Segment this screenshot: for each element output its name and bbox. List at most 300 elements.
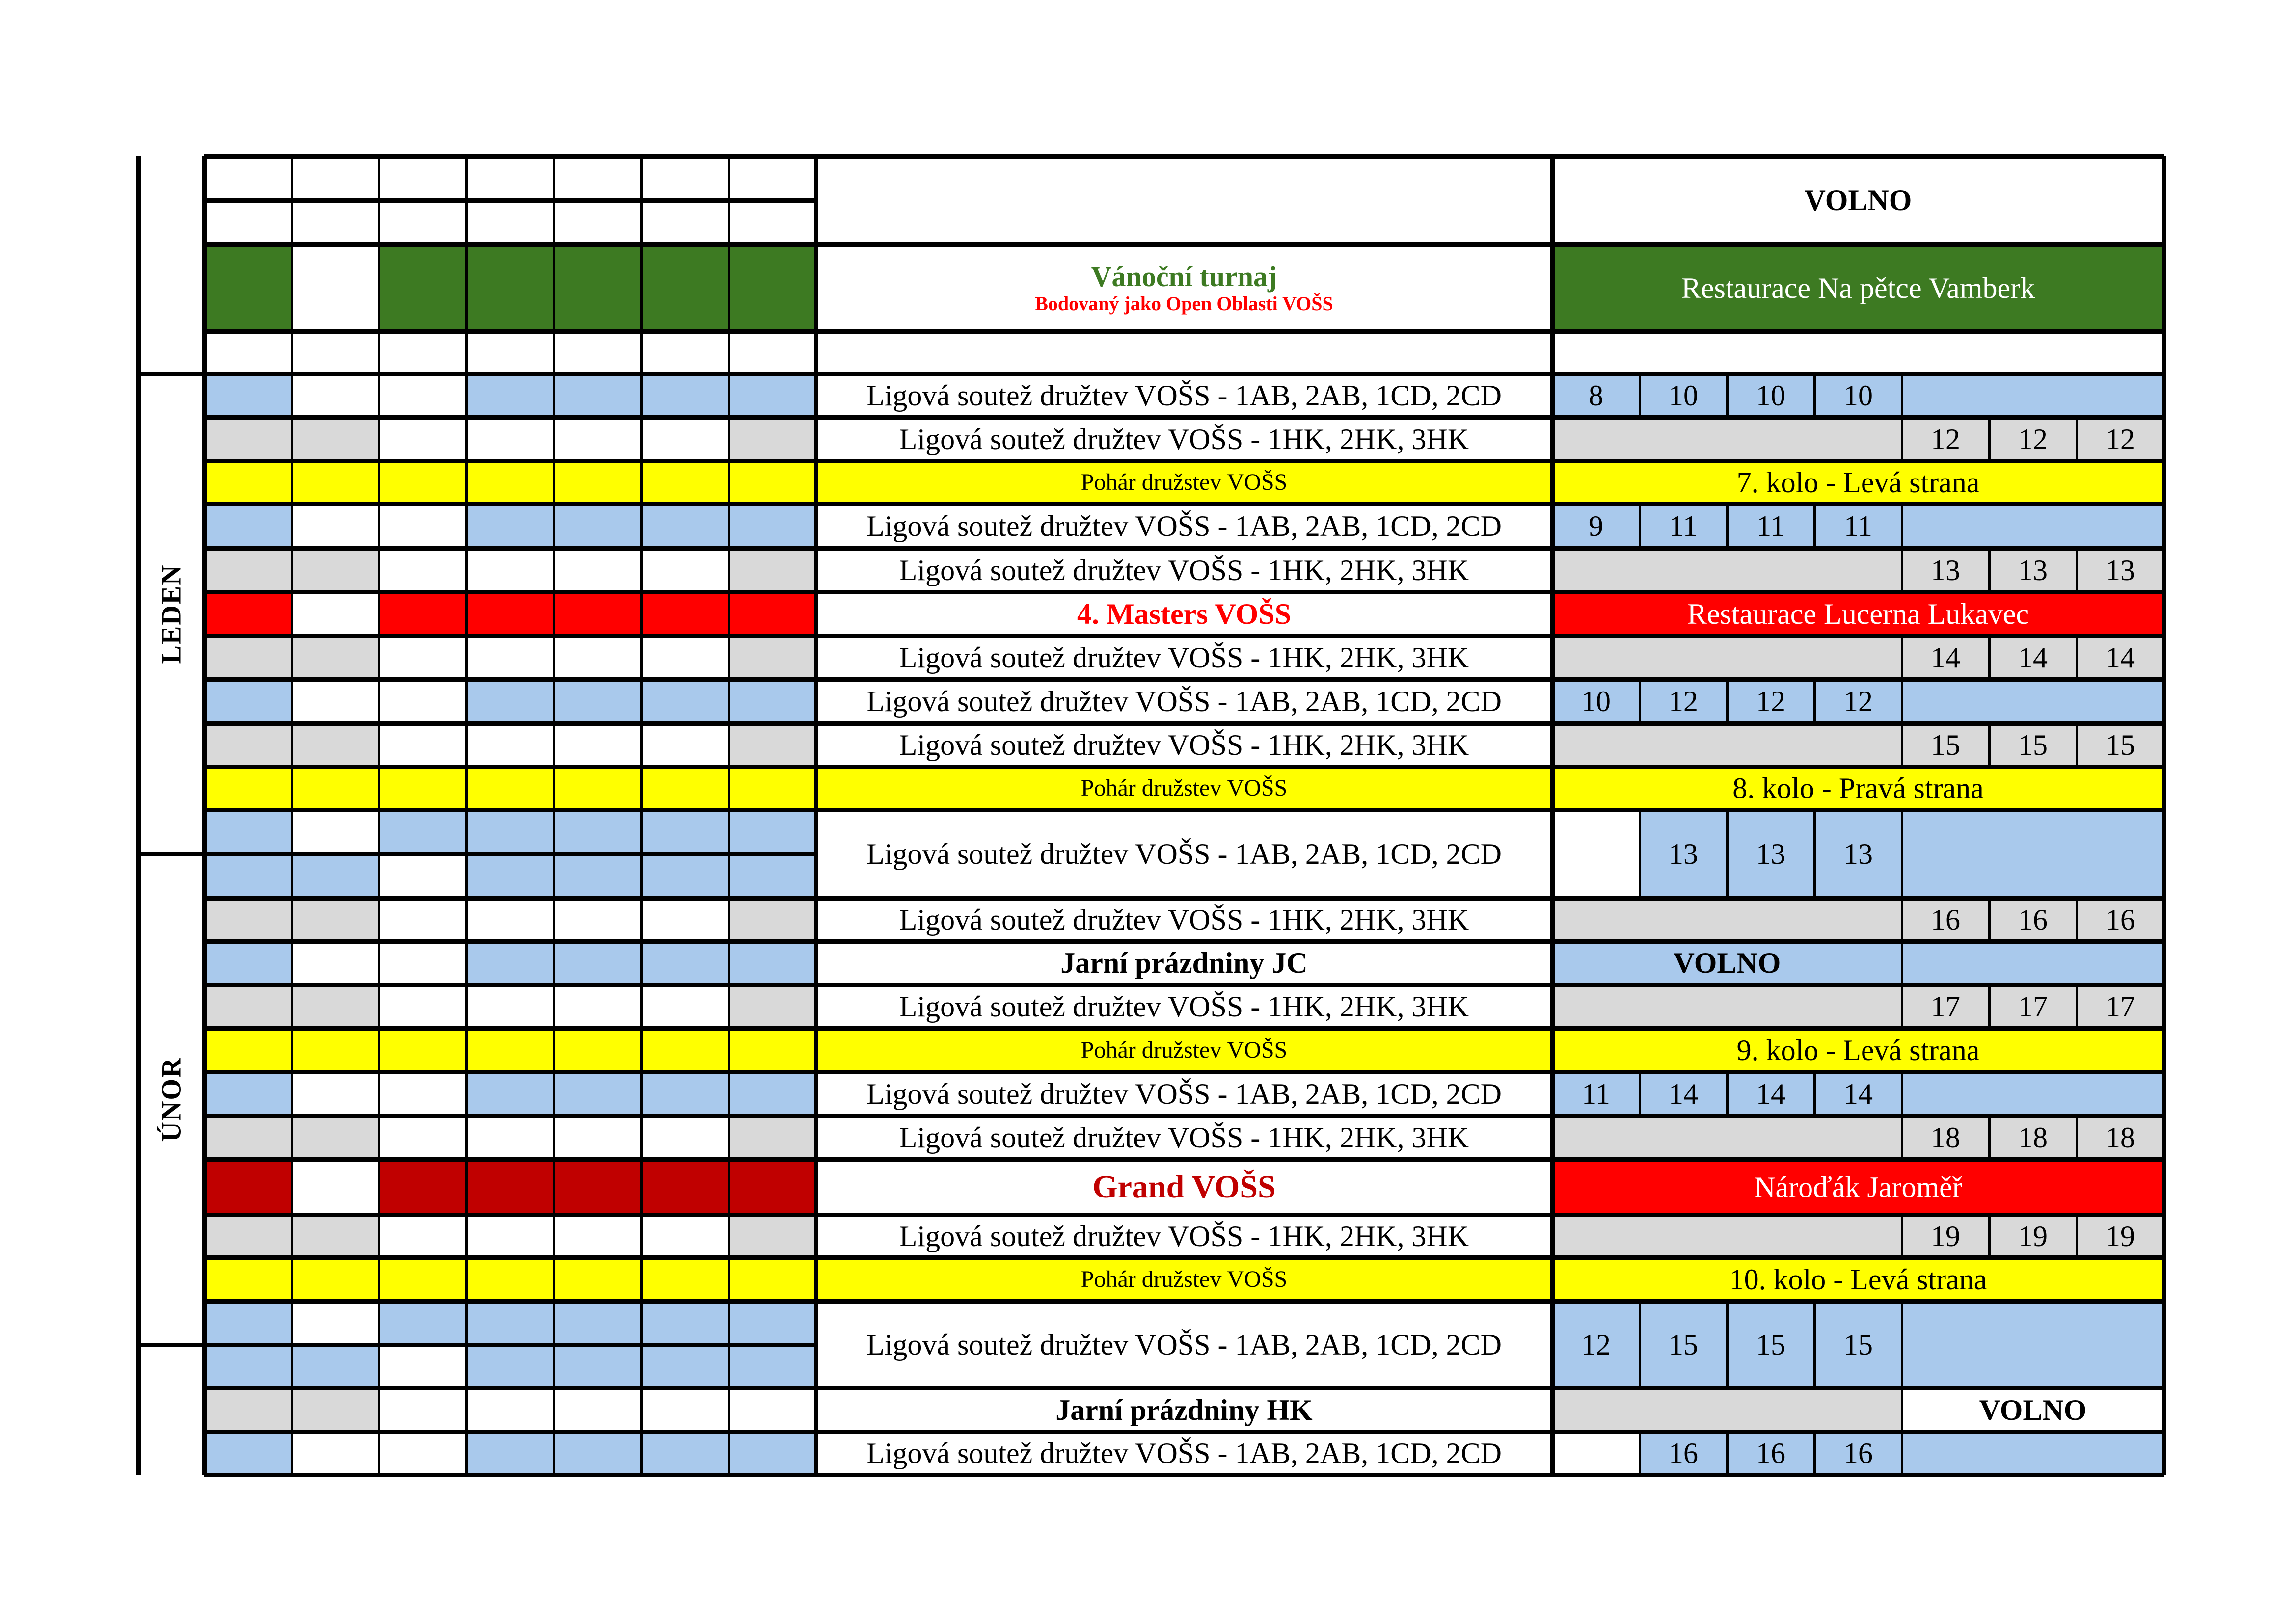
event-cell: Ligová soutež družtev VOŠS - 1AB, 2AB, 1CD, 2CD	[816, 374, 1552, 417]
day-cell	[379, 1257, 466, 1301]
round-hk-empty	[1902, 504, 2164, 548]
day-cell	[641, 1257, 729, 1301]
round-ab-empty	[1552, 898, 1902, 941]
grid-line	[378, 1388, 380, 1432]
grid-line	[291, 417, 293, 461]
grid-line	[728, 200, 730, 244]
day-cell	[292, 984, 379, 1028]
day-cell	[641, 1159, 729, 1215]
day-cell	[204, 1345, 292, 1388]
grid-line	[1813, 1072, 1816, 1116]
grid-line	[378, 1072, 380, 1116]
day-cell	[292, 1301, 379, 1345]
grid-line	[291, 461, 293, 504]
day-cell	[554, 679, 641, 723]
round-ab-cell: 13	[1640, 810, 1727, 898]
grid-line	[816, 546, 1552, 551]
day-cell	[204, 679, 292, 723]
grid-line	[640, 1072, 643, 1116]
grid-line	[138, 372, 204, 376]
day-cell	[379, 1388, 466, 1432]
day-cell	[204, 1257, 292, 1301]
round-hk-empty	[1902, 1432, 2164, 1475]
grid-line	[640, 898, 643, 941]
day-cell	[292, 898, 379, 941]
grid-line	[204, 1157, 816, 1162]
round-ab-empty	[1552, 1215, 1902, 1257]
grid-line	[465, 331, 468, 374]
day-cell	[466, 1301, 554, 1345]
grid-line	[204, 154, 2164, 159]
grid-line	[640, 1215, 643, 1257]
day-cell	[729, 374, 816, 417]
event-cell: Ligová soutež družtev VOŠS - 1AB, 2AB, 1CD, 2CD	[816, 810, 1552, 898]
month-label	[138, 1345, 204, 1475]
grid-line	[465, 810, 468, 854]
grid-line	[204, 590, 816, 594]
day-cell	[554, 1159, 641, 1215]
grid-line	[465, 898, 468, 941]
day-cell	[379, 461, 466, 504]
grid-line	[728, 374, 730, 417]
day-cell	[729, 1159, 816, 1215]
round-ab-empty	[1552, 417, 1902, 461]
grid-line	[1726, 504, 1729, 548]
day-cell	[292, 636, 379, 679]
day-cell	[292, 548, 379, 592]
grid-line	[204, 939, 816, 944]
round-hk-cell: 19	[2077, 1215, 2164, 1257]
grid-line	[291, 984, 293, 1028]
grid-line	[1901, 810, 1903, 898]
grid-line	[640, 374, 643, 417]
event-cell: Ligová soutež družtev VOŠS - 1HK, 2HK, 3HK	[816, 723, 1552, 767]
day-cell	[379, 1301, 466, 1345]
day-cell	[292, 417, 379, 461]
day-cell	[729, 679, 816, 723]
grid-line	[553, 723, 555, 767]
grid-line	[553, 810, 555, 854]
round-ab-cell: 14	[1814, 1072, 1902, 1116]
round-ab-cell: 15	[1640, 1301, 1727, 1388]
event-subtitle: Bodovaný jako Open Oblasti VOŠS	[1035, 292, 1333, 315]
day-cell	[292, 461, 379, 504]
day-cell	[379, 504, 466, 548]
grid-line	[291, 1215, 293, 1257]
venue-cell: 8. kolo - Pravá strana	[1552, 767, 2164, 810]
grid-line	[1988, 898, 1991, 941]
grid-line	[204, 1386, 816, 1390]
grid-line	[1901, 723, 1903, 767]
grid-line	[378, 984, 380, 1028]
day-cell	[204, 1215, 292, 1257]
day-cell	[641, 898, 729, 941]
grid-line	[814, 156, 818, 1475]
grid-line	[2076, 1116, 2078, 1159]
grid-line	[553, 200, 555, 244]
month-label-text: LEDEN	[156, 564, 187, 664]
grid-line	[291, 244, 293, 331]
day-cell	[379, 854, 466, 898]
grid-line	[1901, 417, 1903, 461]
grid-line	[1901, 1116, 1903, 1159]
grid-line	[728, 1301, 730, 1345]
day-cell	[729, 461, 816, 504]
grid-line	[640, 1301, 643, 1345]
grid-line	[378, 504, 380, 548]
grid-line	[640, 504, 643, 548]
day-cell	[379, 1159, 466, 1215]
grid-line	[816, 1026, 1552, 1031]
grid-line	[640, 1028, 643, 1072]
day-cell	[466, 156, 554, 200]
day-cell	[379, 1072, 466, 1116]
grid-line	[465, 504, 468, 548]
event-cell: Pohár družstev VOŠS	[816, 1257, 1552, 1301]
round-hk-cell: 12	[1902, 417, 1989, 461]
grid-line	[378, 767, 380, 810]
day-cell	[204, 374, 292, 417]
grid-line	[1552, 721, 2164, 726]
grid-line	[204, 1343, 816, 1347]
grid-line	[553, 1072, 555, 1116]
grid-line	[378, 417, 380, 461]
day-cell	[466, 854, 554, 898]
day-cell	[554, 767, 641, 810]
free-ab-cell: VOLNO	[1552, 941, 1902, 984]
grid-line	[2076, 723, 2078, 767]
venue-cell	[1552, 331, 2164, 374]
event-cell: Pohár družstev VOŠS	[816, 1028, 1552, 1072]
grid-line	[2076, 417, 2078, 461]
grid-line	[728, 636, 730, 679]
round-ab-cell: 11	[1727, 504, 1814, 548]
grid-line	[1552, 372, 2164, 376]
grid-line	[1552, 1026, 2164, 1031]
grid-line	[378, 331, 380, 374]
grid-line	[640, 1159, 643, 1215]
round-hk-cell: 12	[2077, 417, 2164, 461]
round-hk-cell: 15	[1902, 723, 1989, 767]
day-cell	[729, 244, 816, 331]
day-cell	[292, 854, 379, 898]
day-cell	[379, 374, 466, 417]
day-cell	[379, 767, 466, 810]
day-cell	[379, 156, 466, 200]
day-cell	[292, 1215, 379, 1257]
grid-line	[640, 461, 643, 504]
day-cell	[292, 331, 379, 374]
day-cell	[466, 417, 554, 461]
grid-line	[728, 417, 730, 461]
round-ab-cell	[1552, 1432, 1640, 1475]
day-cell	[641, 1072, 729, 1116]
grid-line	[728, 810, 730, 854]
day-cell	[379, 1215, 466, 1257]
day-cell	[379, 548, 466, 592]
day-cell	[466, 984, 554, 1028]
grid-line	[553, 592, 555, 636]
round-ab-cell: 10	[1814, 374, 1902, 417]
event-cell: Ligová soutež družtev VOŠS - 1HK, 2HK, 3HK	[816, 1215, 1552, 1257]
grid-line	[465, 1257, 468, 1301]
day-cell	[379, 417, 466, 461]
round-hk-empty	[1902, 1301, 2164, 1388]
day-cell	[554, 1301, 641, 1345]
grid-line	[2076, 636, 2078, 679]
grid-line	[553, 461, 555, 504]
grid-line	[138, 852, 204, 856]
grid-line	[204, 372, 816, 376]
round-hk-empty	[1902, 374, 2164, 417]
grid-line	[204, 1430, 816, 1434]
day-cell	[292, 1257, 379, 1301]
day-cell	[641, 1028, 729, 1072]
grid-line	[816, 896, 1552, 901]
grid-line	[204, 896, 816, 901]
day-cell	[204, 1116, 292, 1159]
grid-line	[204, 198, 816, 203]
day-cell	[204, 461, 292, 504]
round-hk-cell: 19	[1989, 1215, 2077, 1257]
venue-cell: 10. kolo - Levá strana	[1552, 1257, 2164, 1301]
grid-line	[1552, 242, 2164, 247]
grid-line	[728, 1432, 730, 1475]
event-cell: Pohár družstev VOŠS	[816, 461, 1552, 504]
grid-line	[1552, 1114, 2164, 1118]
grid-line	[2162, 156, 2166, 1475]
venue-cell: 9. kolo - Levá strana	[1552, 1028, 2164, 1072]
venue-cell: Restaurace Na pětce Vamberk	[1552, 244, 2164, 331]
grid-line	[378, 548, 380, 592]
grid-line	[640, 636, 643, 679]
grid-line	[1901, 898, 1903, 941]
grid-line	[378, 1159, 380, 1215]
grid-line	[378, 810, 380, 854]
grid-line	[640, 592, 643, 636]
grid-line	[1988, 636, 1991, 679]
grid-line	[728, 1257, 730, 1301]
grid-line	[553, 898, 555, 941]
day-cell	[641, 679, 729, 723]
day-cell	[641, 592, 729, 636]
day-cell	[466, 1072, 554, 1116]
day-cell	[292, 1345, 379, 1388]
grid-line	[291, 1432, 293, 1475]
event-cell: Jarní prázdniny HK	[816, 1388, 1552, 1432]
grid-line	[640, 331, 643, 374]
day-cell	[554, 244, 641, 331]
month-label	[138, 854, 204, 1345]
day-cell	[466, 1028, 554, 1072]
grid-line	[816, 721, 1552, 726]
grid-line	[291, 1345, 293, 1388]
day-cell	[641, 1432, 729, 1475]
grid-line	[291, 1028, 293, 1072]
grid-line	[465, 1345, 468, 1388]
day-cell	[641, 331, 729, 374]
day-cell	[554, 156, 641, 200]
grid-line	[728, 1116, 730, 1159]
grid-line	[728, 156, 730, 200]
round-ab-cell: 16	[1727, 1432, 1814, 1475]
day-cell	[204, 854, 292, 898]
day-cell	[729, 1215, 816, 1257]
day-cell	[466, 1159, 554, 1215]
grid-line	[204, 765, 816, 769]
day-cell	[379, 200, 466, 244]
grid-line	[816, 808, 1552, 812]
round-hk-cell: 18	[2077, 1116, 2164, 1159]
grid-line	[640, 417, 643, 461]
day-cell	[729, 767, 816, 810]
grid-line	[640, 548, 643, 592]
grid-line	[728, 331, 730, 374]
day-cell	[466, 1432, 554, 1475]
day-cell	[292, 156, 379, 200]
grid-line	[728, 592, 730, 636]
event-cell: Grand VOŠS	[816, 1159, 1552, 1215]
day-cell	[729, 723, 816, 767]
grid-line	[553, 1432, 555, 1475]
grid-line	[204, 459, 816, 463]
grid-line	[1552, 1255, 2164, 1260]
grid-line	[1726, 1301, 1729, 1388]
day-cell	[379, 723, 466, 767]
grid-line	[291, 767, 293, 810]
grid-line	[378, 1028, 380, 1072]
grid-line	[728, 1388, 730, 1432]
round-ab-cell: 13	[1727, 810, 1814, 898]
grid-line	[816, 1157, 1552, 1162]
grid-line	[728, 984, 730, 1028]
grid-line	[728, 941, 730, 984]
day-cell	[641, 941, 729, 984]
grid-line	[378, 156, 380, 200]
grid-line	[378, 636, 380, 679]
day-cell	[554, 941, 641, 984]
grid-line	[378, 854, 380, 898]
grid-line	[204, 1070, 816, 1074]
grid-line	[816, 372, 1552, 376]
day-cell	[554, 461, 641, 504]
grid-line	[728, 1345, 730, 1388]
day-cell	[641, 810, 729, 854]
day-cell	[554, 1257, 641, 1301]
round-ab-cell: 14	[1640, 1072, 1727, 1116]
day-cell	[729, 984, 816, 1028]
day-cell	[641, 1388, 729, 1432]
free-hk-cell: VOLNO	[1902, 1388, 2164, 1432]
day-cell	[729, 854, 816, 898]
grid-line	[1813, 374, 1816, 417]
grid-line	[553, 1159, 555, 1215]
event-cell: 4. Masters VOŠS	[816, 592, 1552, 636]
grid-line	[465, 767, 468, 810]
grid-line	[138, 1343, 204, 1347]
day-cell	[379, 810, 466, 854]
grid-line	[1552, 1213, 2164, 1217]
day-cell	[729, 1301, 816, 1345]
day-cell	[204, 1432, 292, 1475]
grid-line	[1901, 984, 1903, 1028]
grid-line	[2076, 1215, 2078, 1257]
grid-line	[553, 504, 555, 548]
round-ab-cell: 10	[1727, 374, 1814, 417]
round-hk-cell: 17	[2077, 984, 2164, 1028]
grid-line	[1813, 810, 1816, 898]
grid-line	[1726, 1432, 1729, 1475]
round-hk-cell: 18	[1902, 1116, 1989, 1159]
grid-line	[553, 244, 555, 331]
grid-line	[204, 1473, 2164, 1477]
day-cell	[554, 548, 641, 592]
grid-line	[465, 1116, 468, 1159]
grid-line	[378, 941, 380, 984]
event-cell: Ligová soutež družtev VOŠS - 1HK, 2HK, 3HK	[816, 984, 1552, 1028]
grid-line	[728, 244, 730, 331]
day-cell	[379, 1432, 466, 1475]
grid-line	[291, 854, 293, 898]
grid-line	[465, 1215, 468, 1257]
event-cell	[816, 156, 1552, 244]
day-cell	[379, 941, 466, 984]
day-cell	[292, 1072, 379, 1116]
grid-line	[728, 1159, 730, 1215]
grid-line	[816, 765, 1552, 769]
day-cell	[292, 1116, 379, 1159]
grid-line	[1552, 590, 2164, 594]
day-cell	[554, 331, 641, 374]
day-cell	[466, 636, 554, 679]
day-cell	[466, 331, 554, 374]
grid-line	[465, 723, 468, 767]
grid-line	[465, 854, 468, 898]
day-cell	[204, 417, 292, 461]
grid-line	[378, 723, 380, 767]
round-hk-cell: 12	[1989, 417, 2077, 461]
day-cell	[554, 1432, 641, 1475]
round-ab-cell: 11	[1814, 504, 1902, 548]
grid-line	[1901, 1388, 1903, 1432]
day-cell	[641, 461, 729, 504]
grid-line	[816, 415, 1552, 420]
day-cell	[292, 1388, 379, 1432]
day-cell	[641, 767, 729, 810]
grid-line	[1988, 984, 1991, 1028]
round-hk-cell: 14	[1902, 636, 1989, 679]
round-ab-cell: 16	[1814, 1432, 1902, 1475]
round-hk-cell: 14	[1989, 636, 2077, 679]
grid-line	[465, 941, 468, 984]
day-cell	[554, 1388, 641, 1432]
grid-line	[553, 1388, 555, 1432]
grid-line	[378, 679, 380, 723]
grid-line	[553, 1345, 555, 1388]
round-hk-cell: 15	[1989, 723, 2077, 767]
grid-line	[1552, 808, 2164, 812]
day-cell	[641, 417, 729, 461]
event-cell: Ligová soutež družtev VOŠS - 1AB, 2AB, 1CD, 2CD	[816, 679, 1552, 723]
grid-line	[1639, 810, 1641, 898]
grid-line	[1639, 1072, 1641, 1116]
day-cell	[379, 636, 466, 679]
grid-line	[816, 1299, 1552, 1304]
day-cell	[466, 1116, 554, 1159]
day-cell	[379, 984, 466, 1028]
grid-line	[728, 767, 730, 810]
event-cell: Ligová soutež družtev VOŠS - 1AB, 2AB, 1CD, 2CD	[816, 504, 1552, 548]
